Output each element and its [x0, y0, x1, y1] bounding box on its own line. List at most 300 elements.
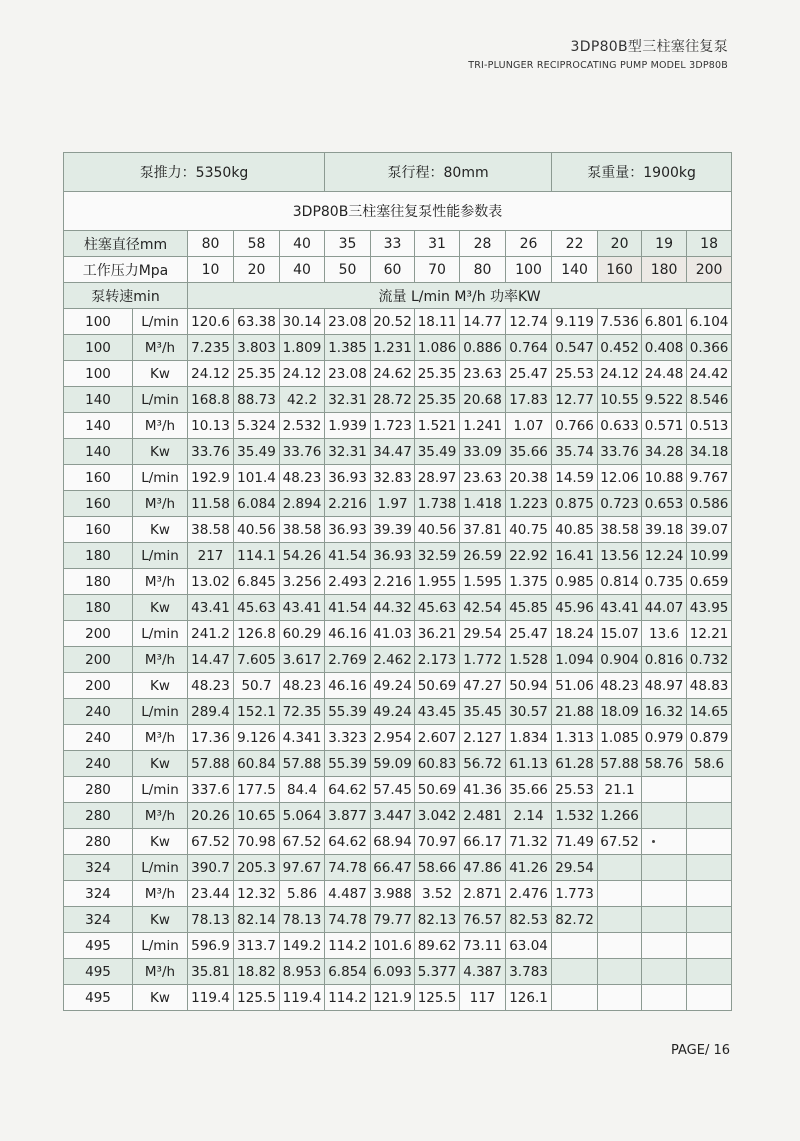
table-row [64, 881, 732, 907]
pressure-cell: 100 [506, 257, 552, 283]
value-cell: 25.53 [552, 361, 598, 387]
value-cell: 149.2 [280, 933, 325, 959]
value-cell: 42.2 [280, 387, 325, 413]
value-cell [687, 855, 732, 881]
value-cell: 74.78 [325, 855, 371, 881]
unit-cell: M³/h [133, 491, 188, 517]
speed-cell: 160 [64, 491, 133, 517]
value-cell: 1.834 [506, 725, 552, 751]
speed-cell: 324 [64, 881, 133, 907]
table-row [64, 699, 732, 725]
value-cell: 1.738 [415, 491, 460, 517]
value-cell [642, 777, 687, 803]
unit-cell: M³/h [133, 647, 188, 673]
value-cell: 23.08 [325, 361, 371, 387]
speed-cell: 280 [64, 829, 133, 855]
value-cell: 4.487 [325, 881, 371, 907]
value-cell [642, 959, 687, 985]
value-cell [598, 933, 642, 959]
unit-cell: M³/h [133, 959, 188, 985]
value-cell: 0.571 [642, 413, 687, 439]
value-cell: 10.65 [234, 803, 280, 829]
value-cell [642, 907, 687, 933]
unit-cell: M³/h [133, 725, 188, 751]
value-cell: 5.86 [280, 881, 325, 907]
value-cell: 177.5 [234, 777, 280, 803]
speed-cell: 180 [64, 595, 133, 621]
value-cell: 23.63 [460, 465, 506, 491]
value-cell: 0.653 [642, 491, 687, 517]
value-cell: 32.31 [325, 439, 371, 465]
value-cell: 70.97 [415, 829, 460, 855]
speed-cell: 240 [64, 751, 133, 777]
diameter-cell: 40 [280, 231, 325, 257]
unit-cell: Kw [133, 439, 188, 465]
value-cell: 37.81 [460, 517, 506, 543]
value-cell: 33.76 [188, 439, 234, 465]
value-cell: 25.47 [506, 621, 552, 647]
value-cell: 0.732 [687, 647, 732, 673]
value-cell: 7.536 [598, 309, 642, 335]
value-cell: 43.41 [598, 595, 642, 621]
value-cell: 0.366 [687, 335, 732, 361]
speed-cell: 495 [64, 959, 133, 985]
value-cell [687, 829, 732, 855]
value-cell: 8.546 [687, 387, 732, 413]
value-cell: 28.97 [415, 465, 460, 491]
value-cell: 12.21 [687, 621, 732, 647]
pressure-cell: 10 [188, 257, 234, 283]
value-cell: 2.127 [460, 725, 506, 751]
value-cell: 44.07 [642, 595, 687, 621]
value-cell: 12.24 [642, 543, 687, 569]
value-cell: 0.985 [552, 569, 598, 595]
value-cell: 26.59 [460, 543, 506, 569]
value-cell: 30.14 [280, 309, 325, 335]
value-cell: 33.76 [598, 439, 642, 465]
value-cell: 101.6 [371, 933, 415, 959]
speed-header-row [64, 283, 732, 309]
pressure-label: 工作压力Mpa [64, 257, 188, 283]
value-cell: 14.77 [460, 309, 506, 335]
value-cell: 72.35 [280, 699, 325, 725]
value-cell: 2.14 [506, 803, 552, 829]
value-cell: 43.45 [415, 699, 460, 725]
speed-cell: 100 [64, 361, 133, 387]
value-cell [687, 777, 732, 803]
value-cell: 54.26 [280, 543, 325, 569]
value-cell: 2.216 [325, 491, 371, 517]
value-cell: 4.387 [460, 959, 506, 985]
value-cell: 121.9 [371, 985, 415, 1011]
value-cell: 24.42 [687, 361, 732, 387]
value-cell: 1.385 [325, 335, 371, 361]
speed-cell: 324 [64, 855, 133, 881]
value-cell: 43.95 [687, 595, 732, 621]
value-cell: 33.76 [280, 439, 325, 465]
table-row [64, 309, 732, 335]
diameter-cell: 19 [642, 231, 687, 257]
value-cell [642, 803, 687, 829]
value-cell [598, 985, 642, 1011]
header-title-cn: 3DP80B型三柱塞往复泵 [570, 39, 728, 55]
value-cell: 119.4 [188, 985, 234, 1011]
value-cell: 0.735 [642, 569, 687, 595]
unit-cell: Kw [133, 595, 188, 621]
value-cell: 5.064 [280, 803, 325, 829]
value-cell: 3.988 [371, 881, 415, 907]
value-cell: 49.24 [371, 673, 415, 699]
value-cell: 24.12 [188, 361, 234, 387]
thrust-cell: 泵推力：5350kg [64, 153, 325, 192]
value-cell: 71.32 [506, 829, 552, 855]
value-cell: 82.53 [506, 907, 552, 933]
value-cell: 1.086 [415, 335, 460, 361]
value-cell: 50.94 [506, 673, 552, 699]
table-row [64, 647, 732, 673]
value-cell: 2.769 [325, 647, 371, 673]
value-cell: 48.23 [280, 673, 325, 699]
value-cell: 20.52 [371, 309, 415, 335]
value-cell: 38.58 [598, 517, 642, 543]
value-cell: 289.4 [188, 699, 234, 725]
speed-cell: 240 [64, 699, 133, 725]
unit-cell: Kw [133, 751, 188, 777]
value-cell: 70.98 [234, 829, 280, 855]
table-row [64, 933, 732, 959]
value-cell: 21.88 [552, 699, 598, 725]
table-row [64, 751, 732, 777]
value-cell: 17.36 [188, 725, 234, 751]
value-cell [687, 803, 732, 829]
value-cell: 36.21 [415, 621, 460, 647]
value-cell: 6.845 [234, 569, 280, 595]
value-cell: 47.27 [460, 673, 506, 699]
table-row [64, 595, 732, 621]
value-cell: 2.894 [280, 491, 325, 517]
table-title: 3DP80B三柱塞往复泵性能参数表 [64, 192, 732, 231]
value-cell: 30.57 [506, 699, 552, 725]
value-cell: 57.45 [371, 777, 415, 803]
value-cell: 1.532 [552, 803, 598, 829]
speed-cell: 140 [64, 439, 133, 465]
value-cell: 58.66 [415, 855, 460, 881]
diameter-cell: 31 [415, 231, 460, 257]
value-cell: 10.55 [598, 387, 642, 413]
value-cell [687, 881, 732, 907]
value-cell: 23.08 [325, 309, 371, 335]
value-cell: 35.45 [460, 699, 506, 725]
value-cell: 71.49 [552, 829, 598, 855]
value-cell: 1.528 [506, 647, 552, 673]
value-cell: 59.09 [371, 751, 415, 777]
value-cell: 126.1 [506, 985, 552, 1011]
unit-cell: M³/h [133, 413, 188, 439]
table-row [64, 855, 732, 881]
speed-cell: 280 [64, 777, 133, 803]
value-cell: 6.084 [234, 491, 280, 517]
value-cell: 33.09 [460, 439, 506, 465]
value-cell: 2.476 [506, 881, 552, 907]
value-cell: 25.35 [234, 361, 280, 387]
value-cell: 5.324 [234, 413, 280, 439]
value-cell [642, 933, 687, 959]
value-cell: 1.723 [371, 413, 415, 439]
value-cell: 79.77 [371, 907, 415, 933]
value-cell: 0.586 [687, 491, 732, 517]
value-cell [642, 855, 687, 881]
value-cell: 114.2 [325, 985, 371, 1011]
value-cell: 16.32 [642, 699, 687, 725]
value-cell: 0.766 [552, 413, 598, 439]
value-cell [687, 985, 732, 1011]
diameter-cell: 26 [506, 231, 552, 257]
value-cell: 0.979 [642, 725, 687, 751]
unit-cell: Kw [133, 361, 188, 387]
value-cell [687, 933, 732, 959]
value-cell: 24.12 [598, 361, 642, 387]
diameter-cell: 20 [598, 231, 642, 257]
table-row [64, 621, 732, 647]
speed-cell: 495 [64, 933, 133, 959]
value-cell: 63.04 [506, 933, 552, 959]
table-row [64, 985, 732, 1011]
value-cell: 1.809 [280, 335, 325, 361]
value-cell: 101.4 [234, 465, 280, 491]
value-cell: 64.62 [325, 829, 371, 855]
unit-cell: Kw [133, 985, 188, 1011]
value-cell: 23.44 [188, 881, 234, 907]
value-cell: 25.35 [415, 387, 460, 413]
pressure-cell: 50 [325, 257, 371, 283]
value-cell: 45.63 [234, 595, 280, 621]
value-cell: 46.16 [325, 621, 371, 647]
value-cell: 35.66 [506, 439, 552, 465]
value-cell: 1.521 [415, 413, 460, 439]
value-cell: 18.11 [415, 309, 460, 335]
value-cell: 34.18 [687, 439, 732, 465]
value-cell: 47.86 [460, 855, 506, 881]
value-cell: 3.447 [371, 803, 415, 829]
value-cell: 61.13 [506, 751, 552, 777]
value-cell: 88.73 [234, 387, 280, 413]
value-cell: 34.47 [371, 439, 415, 465]
value-cell: 13.02 [188, 569, 234, 595]
value-cell: 21.1 [598, 777, 642, 803]
value-cell: 0.904 [598, 647, 642, 673]
header-title-en: TRI-PLUNGER RECIPROCATING PUMP MODEL 3DP80B [468, 60, 728, 71]
value-cell [642, 881, 687, 907]
value-cell: 18.24 [552, 621, 598, 647]
value-cell: 67.52 [280, 829, 325, 855]
unit-cell: L/min [133, 465, 188, 491]
value-cell: 16.41 [552, 543, 598, 569]
value-cell: 7.235 [188, 335, 234, 361]
value-cell: 25.47 [506, 361, 552, 387]
value-cell: 60.84 [234, 751, 280, 777]
value-cell: 45.63 [415, 595, 460, 621]
pressure-cell: 80 [460, 257, 506, 283]
pressure-cell: 70 [415, 257, 460, 283]
value-cell: 43.41 [280, 595, 325, 621]
value-cell: 0.547 [552, 335, 598, 361]
diameter-cell: 22 [552, 231, 598, 257]
value-cell: 18.09 [598, 699, 642, 725]
value-cell: 12.06 [598, 465, 642, 491]
value-cell: 84.4 [280, 777, 325, 803]
value-cell: 9.119 [552, 309, 598, 335]
value-cell: 9.126 [234, 725, 280, 751]
pressure-row [64, 257, 732, 283]
speed-cell: 100 [64, 335, 133, 361]
value-cell: 74.78 [325, 907, 371, 933]
value-cell: 58.76 [642, 751, 687, 777]
value-cell: 18.82 [234, 959, 280, 985]
unit-cell: M³/h [133, 335, 188, 361]
value-cell [598, 907, 642, 933]
pressure-cell: 140 [552, 257, 598, 283]
value-cell: 15.07 [598, 621, 642, 647]
value-cell: 89.62 [415, 933, 460, 959]
table-row [64, 413, 732, 439]
table-row [64, 907, 732, 933]
value-cell: 23.63 [460, 361, 506, 387]
page-header [468, 36, 728, 71]
value-cell: 24.48 [642, 361, 687, 387]
table-row [64, 491, 732, 517]
value-cell: 1.241 [460, 413, 506, 439]
value-cell: 1.085 [598, 725, 642, 751]
pressure-cell: 200 [687, 257, 732, 283]
value-cell: 0.814 [598, 569, 642, 595]
value-cell: 68.94 [371, 829, 415, 855]
diameter-label: 柱塞直径mm [64, 231, 188, 257]
value-cell: 29.54 [460, 621, 506, 647]
value-cell: 66.17 [460, 829, 506, 855]
table-row [64, 829, 732, 855]
value-cell: 0.659 [687, 569, 732, 595]
value-cell: 43.41 [188, 595, 234, 621]
table-row [64, 777, 732, 803]
value-cell: 55.39 [325, 699, 371, 725]
value-cell: 25.35 [415, 361, 460, 387]
value-cell: 3.877 [325, 803, 371, 829]
value-cell: 67.52 [188, 829, 234, 855]
value-cell: 35.49 [415, 439, 460, 465]
value-cell: 55.39 [325, 751, 371, 777]
value-cell: 4.341 [280, 725, 325, 751]
value-cell: 596.9 [188, 933, 234, 959]
value-cell [598, 881, 642, 907]
flow-label: 流量 L/min M³/h 功率KW [188, 283, 732, 309]
value-cell: 120.6 [188, 309, 234, 335]
spec-row [64, 153, 732, 192]
value-cell: 50.69 [415, 673, 460, 699]
value-cell: 60.29 [280, 621, 325, 647]
diameter-cell: 58 [234, 231, 280, 257]
value-cell: 78.13 [188, 907, 234, 933]
value-cell: 35.81 [188, 959, 234, 985]
unit-cell: L/min [133, 777, 188, 803]
value-cell: 78.13 [280, 907, 325, 933]
unit-cell: L/min [133, 621, 188, 647]
value-cell: 3.617 [280, 647, 325, 673]
value-cell [687, 907, 732, 933]
value-cell: 1.418 [460, 491, 506, 517]
value-cell: 2.871 [460, 881, 506, 907]
value-cell: 7.605 [234, 647, 280, 673]
value-cell: 45.96 [552, 595, 598, 621]
value-cell: 20.26 [188, 803, 234, 829]
value-cell: 48.23 [188, 673, 234, 699]
speed-cell: 140 [64, 413, 133, 439]
unit-cell: M³/h [133, 881, 188, 907]
value-cell: 117 [460, 985, 506, 1011]
value-cell: 6.104 [687, 309, 732, 335]
value-cell [598, 959, 642, 985]
value-cell: 114.2 [325, 933, 371, 959]
pressure-cell: 180 [642, 257, 687, 283]
diameter-cell: 35 [325, 231, 371, 257]
value-cell: 0.408 [642, 335, 687, 361]
value-cell: 58.6 [687, 751, 732, 777]
value-cell: 48.83 [687, 673, 732, 699]
value-cell: 41.26 [506, 855, 552, 881]
value-cell: 48.23 [598, 673, 642, 699]
weight-cell: 泵重量：1900kg [552, 153, 732, 192]
value-cell: 48.97 [642, 673, 687, 699]
value-cell: 1.773 [552, 881, 598, 907]
value-cell [552, 933, 598, 959]
value-cell: 1.07 [506, 413, 552, 439]
value-cell: 0.513 [687, 413, 732, 439]
value-cell: 10.13 [188, 413, 234, 439]
value-cell: 40.56 [234, 517, 280, 543]
value-cell: 36.93 [371, 543, 415, 569]
value-cell: 11.58 [188, 491, 234, 517]
page-number: PAGE/ 16 [670, 1043, 730, 1058]
value-cell: 1.955 [415, 569, 460, 595]
value-cell: 40.56 [415, 517, 460, 543]
value-cell [552, 985, 598, 1011]
speed-cell: 200 [64, 621, 133, 647]
table-row [64, 517, 732, 543]
value-cell: 20.68 [460, 387, 506, 413]
stroke-cell: 泵行程：80mm [325, 153, 552, 192]
value-cell [598, 855, 642, 881]
value-cell: 38.58 [280, 517, 325, 543]
value-cell: 1.266 [598, 803, 642, 829]
value-cell: 38.58 [188, 517, 234, 543]
value-cell: 14.59 [552, 465, 598, 491]
value-cell: 119.4 [280, 985, 325, 1011]
diameter-cell: 28 [460, 231, 506, 257]
value-cell: 41.54 [325, 543, 371, 569]
value-cell: 1.094 [552, 647, 598, 673]
value-cell: 24.12 [280, 361, 325, 387]
speed-cell: 160 [64, 517, 133, 543]
value-cell: 76.57 [460, 907, 506, 933]
value-cell [642, 985, 687, 1011]
value-cell: 57.88 [598, 751, 642, 777]
unit-cell: Kw [133, 829, 188, 855]
value-cell: 35.74 [552, 439, 598, 465]
value-cell: 2.532 [280, 413, 325, 439]
speed-cell: 200 [64, 647, 133, 673]
value-cell: 12.32 [234, 881, 280, 907]
value-cell: 60.83 [415, 751, 460, 777]
unit-cell: Kw [133, 907, 188, 933]
